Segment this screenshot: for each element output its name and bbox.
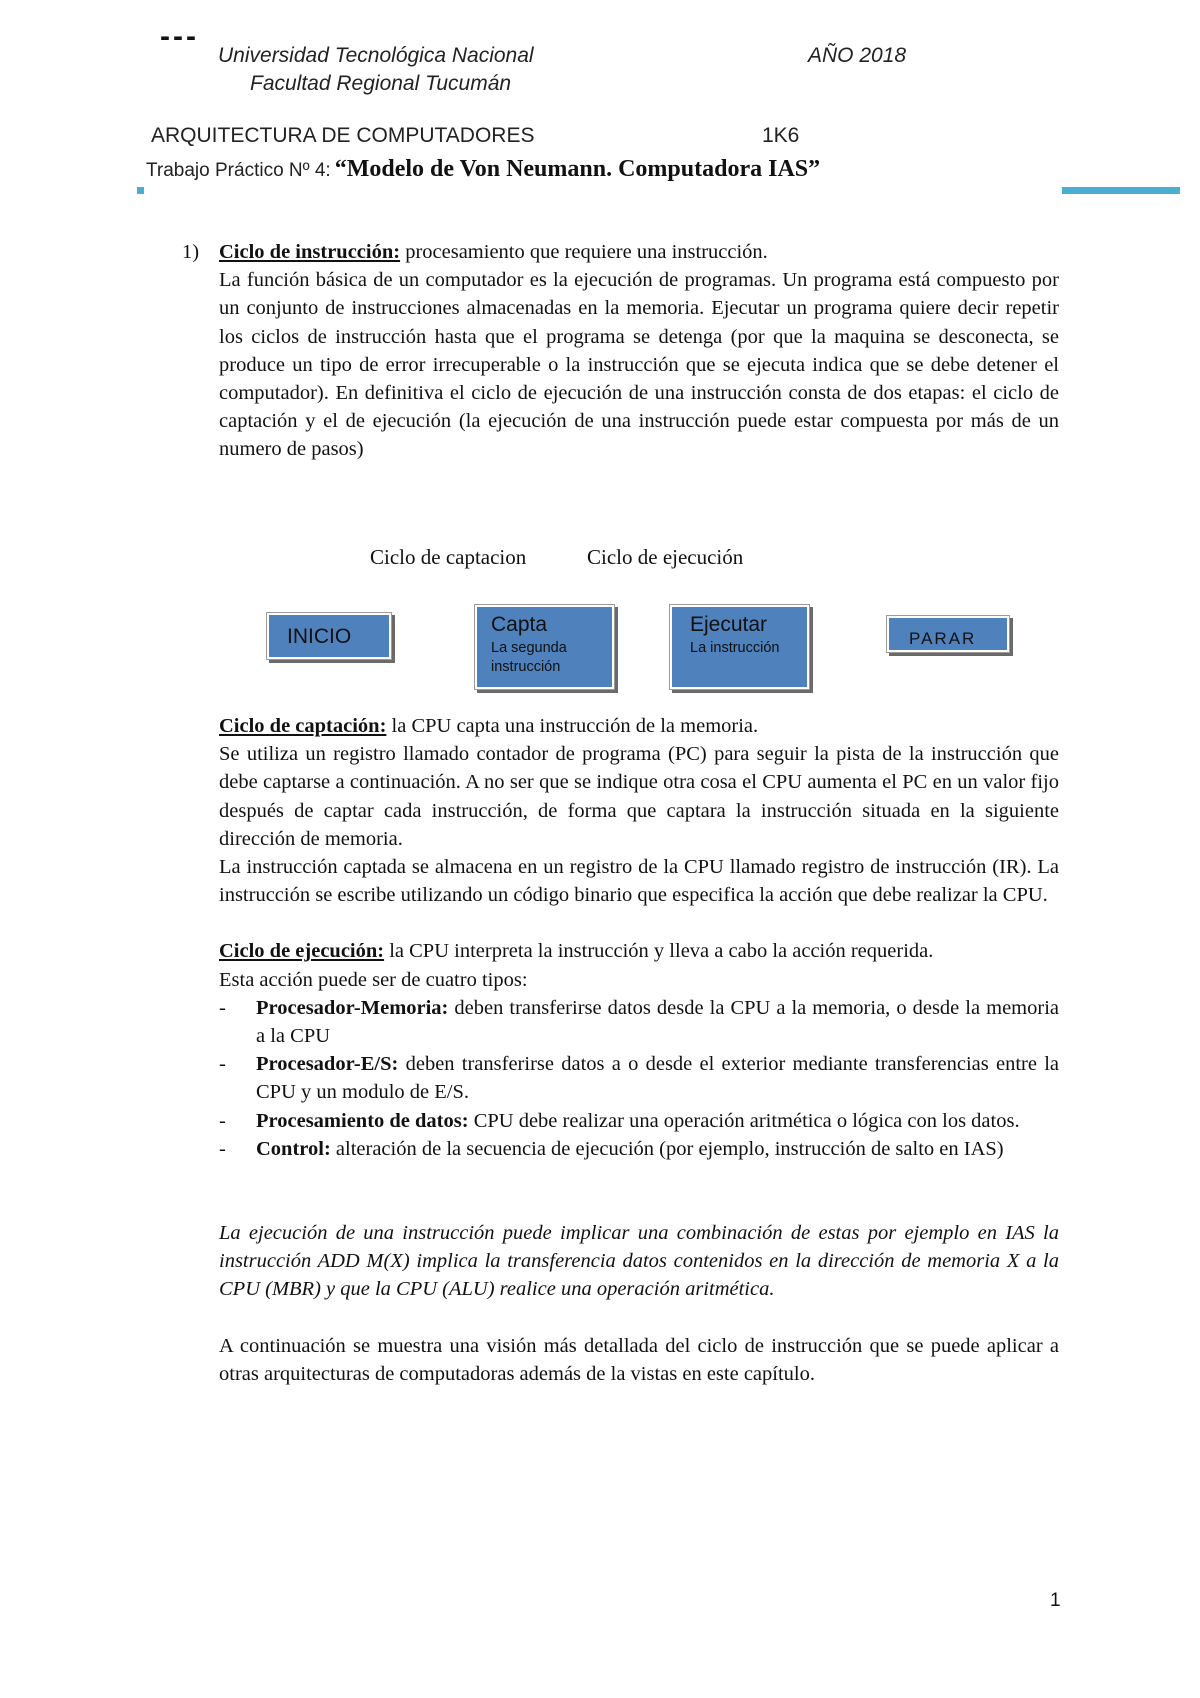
course-code: 1K6 [762,124,800,147]
list-term: Procesador-E/S: [256,1053,399,1076]
execute-heading-rest: la CPU interpreta la instrucción y lleva a cabo la acción requerida. [384,940,934,963]
box-execute [670,605,809,689]
tp-heading [146,156,820,183]
list-term: Control: [256,1137,331,1160]
closing-paragraph: A continuación se muestra una visión más detallada del ciclo de instrucción que se puede aplicar a otras arquitecturas de computadoras además de la vistas en este capítulo. [219,1334,1059,1385]
header-rule-right [1062,187,1180,194]
list-desc: alteración de la secuencia de ejecución (por ejemplo, instrucción de salto en IAS) [330,1137,1004,1160]
section1-block [219,238,1059,464]
label-exec-cycle: Ciclo de ejecución [587,545,744,569]
list-term: Procesamiento de datos: [256,1109,469,1132]
italic-paragraph: La ejecución de una instrucción puede implicar una combinación de estas por ejemplo en IAS la instrucción ADD M(X) implica la transferencia datos contenidos en la dirección de memoria X a la CPU (MBR) y que la CPU (ALU) realice una operación aritmética. [219,1222,1059,1301]
section-number: 1) [182,241,200,263]
fetch-paragraph-2: La instrucción captada se almacena en un registro de la CPU llamado registro de instrucción (IR). La instrucción se escribe utilizando un código binario que especifica la acción que debe realizar la CPU. [219,856,1059,907]
header-rule-left [137,187,144,194]
list-item [219,1107,1059,1135]
list-dash: - [219,1109,226,1132]
list-item [219,994,1059,1050]
box-stop-label: PARAR [909,629,977,648]
list-term: Procesador-Memoria: [256,996,449,1019]
list-desc: CPU debe realizar una operación aritmética o lógica con los datos. [468,1109,1020,1132]
section1-heading: Ciclo de instrucción: [219,241,401,263]
university-name: Universidad Tecnológica Nacional [218,44,534,67]
list-item [219,1050,1059,1106]
box-start-label: INICIO [287,625,352,648]
list-desc: deben transferirse datos a o desde el exterior mediante transferencias entre la CPU y un modulo de E/S. [256,1053,1059,1104]
course-title: ARQUITECTURA DE COMPUTADORES [151,124,535,147]
box-fetch [475,605,614,689]
tp-title: “Modelo de Von Neumann. Computadora IAS” [334,156,821,182]
fetch-heading-rest: la CPU capta una instrucción de la memoria. [386,715,759,737]
box-fetch-label: Capta [491,613,548,636]
list-dash: - [219,1053,226,1076]
list-dash: - [219,996,226,1019]
list-item [219,1135,1059,1163]
tp-label: Trabajo Práctico Nº 4: [146,160,331,181]
execute-intro: Esta acción puede ser de cuatro tipos: [219,968,528,991]
box-execute-sub: La instrucción [690,640,780,656]
faculty-name: Facultad Regional Tucumán [250,72,512,95]
list-dash: - [219,1137,226,1160]
fetch-block [219,712,1059,1388]
year-label: AÑO 2018 [808,44,907,67]
section1-paragraph: La función básica de un computador es la ejecución de programas. Un programa está compuesto por un conjunto de instrucciones almacenadas en la memoria. Ejecutar un programa quiere decir repetir los ciclos de instrucción hasta que el programa se detenga (por que la maquina se desconecta, se produce un tipo de error irrecuperable o la instrucción que se ejecuta indica que se debe detener el computador). En definitiva el ciclo de ejecución de una instrucción consta de dos etapas: el ciclo de captación y el de ejecución (la ejecución de una instrucción puede estar compuesta por más de un numero de pasos) [219,269,1059,461]
box-execute-label: Ejecutar [690,613,768,636]
box-stop [887,616,1009,652]
box-start [267,613,391,659]
box-fetch-sub: La segunda instrucción [491,640,567,675]
section1-heading-rest: procesamiento que requiere una instrucción. [400,241,768,263]
execute-heading: Ciclo de ejecución: [219,940,385,963]
list-desc: deben transferirse datos desde la CPU a la memoria, o desde la memoria a la CPU [256,996,1059,1048]
label-fetch-cycle: Ciclo de captacion [370,545,527,569]
fetch-paragraph-1: Se utiliza un registro llamado contador de programa (PC) para seguir la pista de la instrucción que debe captarse a continuación. A no ser que se indique otra cosa el CPU aumenta el PC en un valor fijo después de captar cada instrucción, de forma que captara la instrucción situada en la siguiente dirección de memoria. [219,743,1059,850]
fetch-heading: Ciclo de captación: [219,715,387,737]
header-dashes: --- [160,20,199,53]
page-number: 1 [1050,1590,1061,1611]
